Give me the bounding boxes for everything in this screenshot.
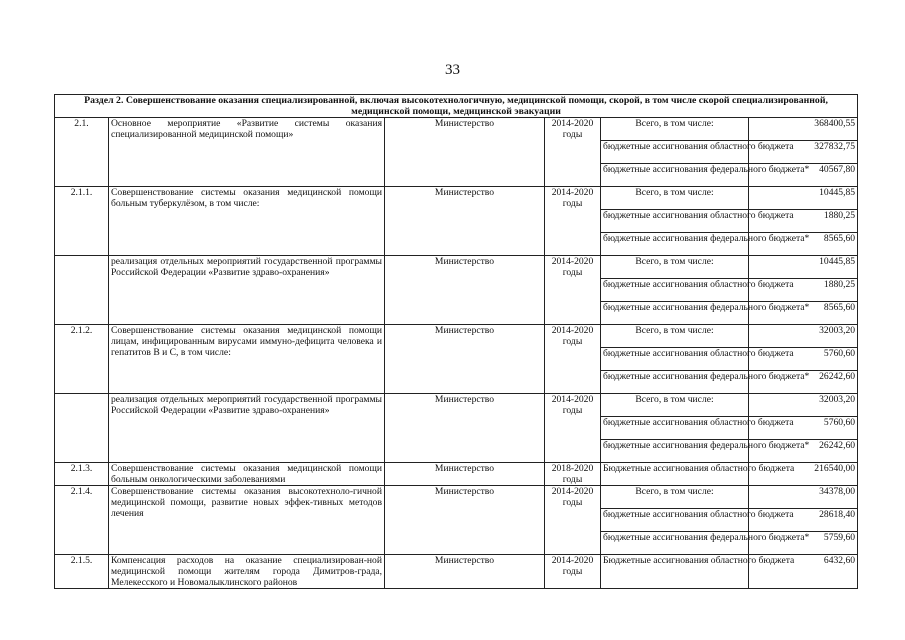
row-number: 2.1.2.: [55, 325, 109, 394]
row-number: [55, 256, 109, 325]
funding-amount: 8565,60: [749, 233, 858, 256]
funding-amount: 26242,60: [749, 371, 858, 394]
activity-name: Совершенствование системы оказания высокотехноло-гичной медицинской помощи, развитие новых эффек-тивных методов лечения: [109, 486, 385, 555]
funding-source: бюджетные ассигнования областного бюджета: [601, 141, 749, 164]
funding-amount: 5760,60: [749, 348, 858, 371]
row-number: [55, 394, 109, 463]
funding-source: бюджетные ассигнования федерального бюджета*: [601, 164, 749, 187]
funding-source: Бюджетные ассигнования областного бюджета: [601, 463, 749, 486]
executor: Министерство: [385, 187, 545, 256]
funding-amount: 5760,60: [749, 417, 858, 440]
executor: Министерство: [385, 463, 545, 486]
activity-name: Совершенствование системы оказания медицинской помощи больным онкологическими заболеваниями: [109, 463, 385, 486]
period: 2014-2020 годы: [545, 486, 601, 555]
table-row: [55, 463, 858, 486]
funding-source: бюджетные ассигнования федерального бюджета*: [601, 233, 749, 256]
activity-name: Совершенствование системы оказания медицинской помощи лицам, инфицированным вирусами иммуно-дефицита человека и гепатитов В и С, в том числе:: [109, 325, 385, 394]
period: 2014-2020 годы: [545, 555, 601, 589]
table-row: [55, 555, 858, 589]
period: 2014-2020 годы: [545, 118, 601, 187]
funding-source: бюджетные ассигнования областного бюджета: [601, 509, 749, 532]
row-number: 2.1.: [55, 118, 109, 187]
period: 2018-2020 годы: [545, 463, 601, 486]
period: 2014-2020 годы: [545, 256, 601, 325]
funding-amount: 1880,25: [749, 279, 858, 302]
table-row: [55, 187, 858, 210]
executor: Министерство: [385, 555, 545, 589]
activity-name: Совершенствование системы оказания медицинской помощи больным туберкулёзом, в том числе:: [109, 187, 385, 256]
funding-source: бюджетные ассигнования областного бюджета: [601, 210, 749, 233]
funding-amount: 32003,20: [749, 394, 858, 417]
funding-source: Бюджетные ассигнования областного бюджета: [601, 555, 749, 589]
executor: Министерство: [385, 118, 545, 187]
funding-amount: 216540,00: [749, 463, 858, 486]
period: 2014-2020 годы: [545, 187, 601, 256]
period: 2014-2020 годы: [545, 394, 601, 463]
activity-name: реализация отдельных мероприятий государственной программы Российской Федерации «Развитие здраво-охранения»: [109, 394, 385, 463]
activity-name: Компенсация расходов на оказание специализирован-ной медицинской помощи жителям города Димитров-града, Мелекесского и Новомалыклинского районов: [109, 555, 385, 589]
row-number: 2.1.4.: [55, 486, 109, 555]
funding-source: бюджетные ассигнования федерального бюджета*: [601, 440, 749, 463]
funding-source: бюджетные ассигнования федерального бюджета*: [601, 302, 749, 325]
funding-source: Всего, в том числе:: [601, 325, 749, 348]
activity-name: Основное мероприятие «Развитие системы оказания специализированной медицинской помощи»: [109, 118, 385, 187]
funding-source: бюджетные ассигнования областного бюджета: [601, 348, 749, 371]
table-row: [55, 486, 858, 509]
funding-amount: 10445,85: [749, 187, 858, 210]
executor: Министерство: [385, 256, 545, 325]
activity-name: реализация отдельных мероприятий государственной программы Российской Федерации «Развитие здраво-охранения»: [109, 256, 385, 325]
funding-source: Всего, в том числе:: [601, 256, 749, 279]
page-number: 33: [445, 62, 460, 78]
funding-source: бюджетные ассигнования федерального бюджета*: [601, 371, 749, 394]
funding-source: Всего, в том числе:: [601, 187, 749, 210]
funding-amount: 6432,60: [749, 555, 858, 589]
program-table: [54, 94, 858, 589]
funding-source: бюджетные ассигнования федерального бюджета*: [601, 532, 749, 555]
table-row: [55, 394, 858, 417]
executor: Министерство: [385, 325, 545, 394]
funding-source: бюджетные ассигнования областного бюджета: [601, 417, 749, 440]
period: 2014-2020 годы: [545, 325, 601, 394]
funding-amount: 26242,60: [749, 440, 858, 463]
funding-amount: 368400,55: [749, 118, 858, 141]
funding-source: Всего, в том числе:: [601, 394, 749, 417]
funding-source: Всего, в том числе:: [601, 118, 749, 141]
funding-amount: 1880,25: [749, 210, 858, 233]
funding-amount: 10445,85: [749, 256, 858, 279]
funding-amount: 28618,40: [749, 509, 858, 532]
row-number: 2.1.1.: [55, 187, 109, 256]
row-number: 2.1.5.: [55, 555, 109, 589]
executor: Министерство: [385, 394, 545, 463]
funding-source: бюджетные ассигнования областного бюджета: [601, 279, 749, 302]
funding-source: Всего, в том числе:: [601, 486, 749, 509]
funding-amount: 40567,80: [749, 164, 858, 187]
funding-amount: 34378,00: [749, 486, 858, 509]
row-number: 2.1.3.: [55, 463, 109, 486]
table-row: [55, 256, 858, 279]
table-row: [55, 325, 858, 348]
funding-amount: 5759,60: [749, 532, 858, 555]
executor: Министерство: [385, 486, 545, 555]
funding-amount: 32003,20: [749, 325, 858, 348]
funding-amount: 8565,60: [749, 302, 858, 325]
funding-amount: 327832,75: [749, 141, 858, 164]
table-row: [55, 118, 858, 141]
section-title: Раздел 2. Совершенствование оказания специализированной, включая высокотехнологичную, медицинской помощи, скорой, в том числе скорой специализированной, медицинской помощи, медицинской эвакуации: [55, 95, 858, 118]
